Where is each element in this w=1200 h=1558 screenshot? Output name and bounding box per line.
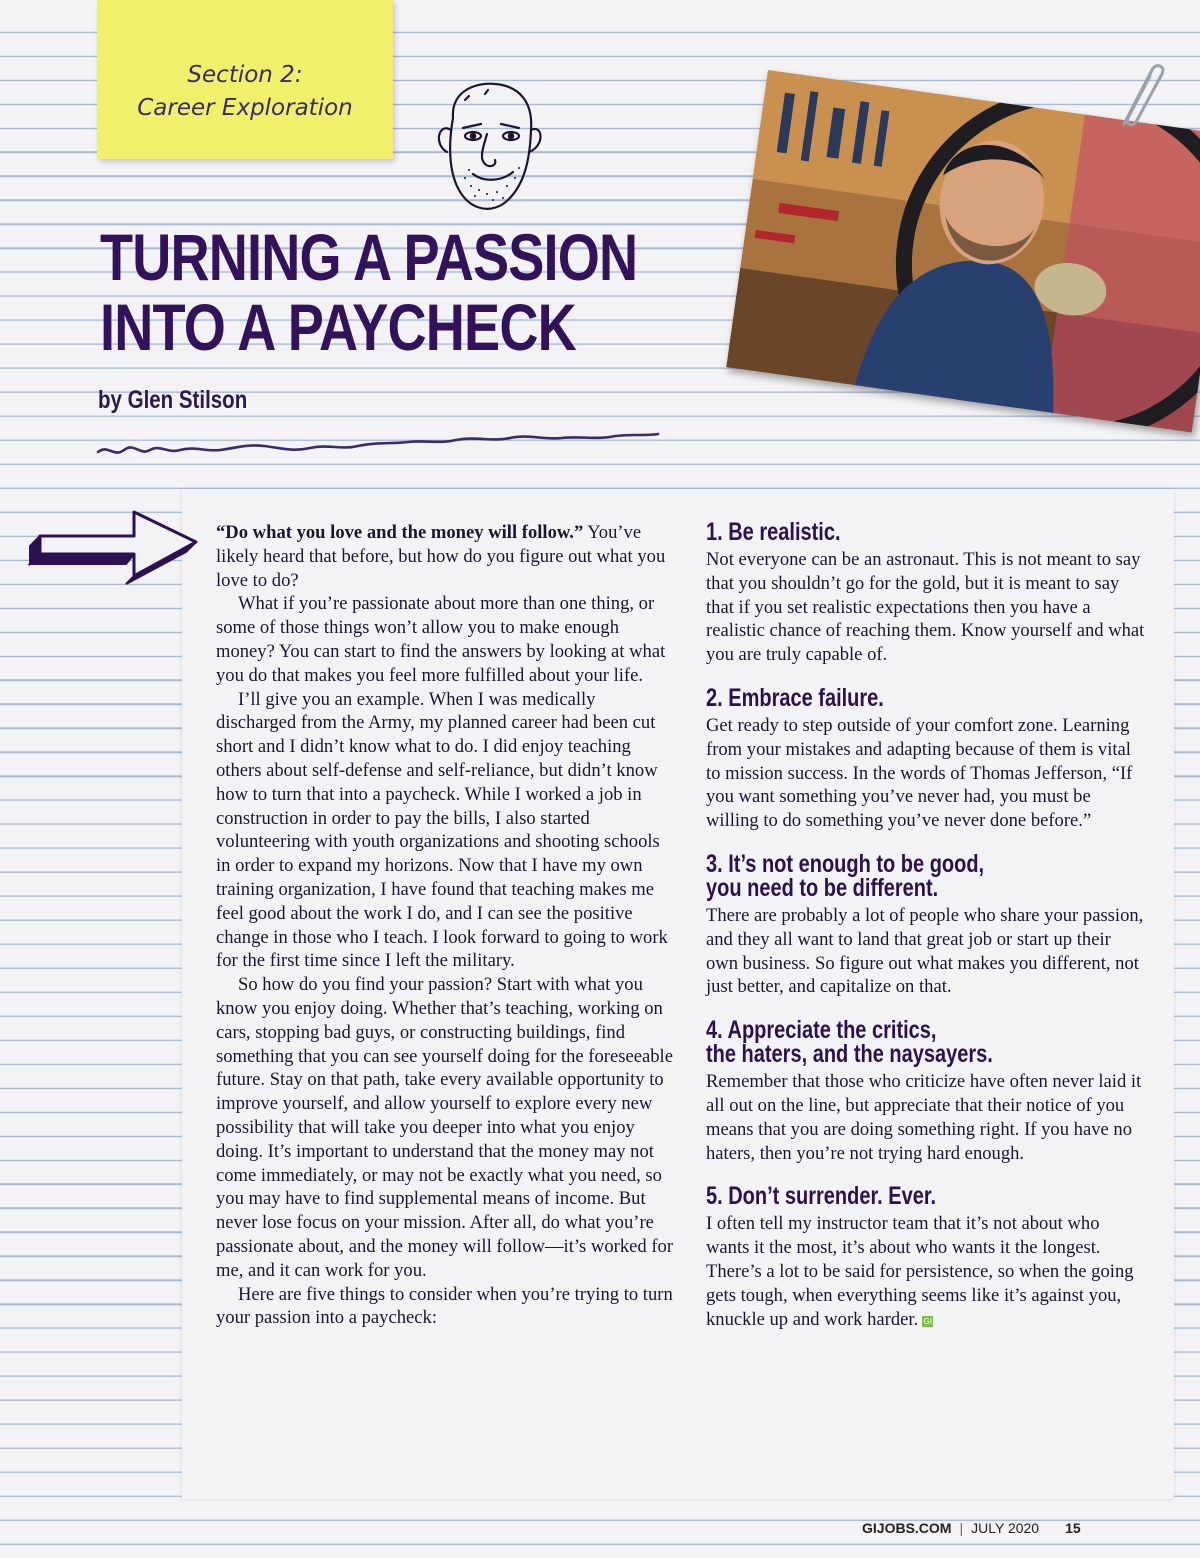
tip-heading: 4. Appreciate the critics,	[706, 1016, 937, 1045]
section-label: Section 2:	[187, 62, 303, 88]
body-paragraph: I’ll give you an example. When I was medically discharged from the Army, my planned career had been cut short and I didn’t know what to do. I did enjoy teaching others about self-defense and self-reliance, but didn’t know how to turn that into a paycheck. While I worked a job in construction in order to pay the bills, I also started volunteering with youth organizations and shooting schools in order to expand my horizons. Now that I have my own training organization, I have found that teaching makes me feel good about the work I do, and I can see the positive change in those who I teach. I look forward to going to work for the first time since I left the military.	[216, 688, 668, 972]
body-paragraph: What if you’re passionate about more than one thing, or some of those things won’t allow you to make enough money? You can start to find the answers by looking at what you do that makes you feel more fulfilled about your life.	[216, 593, 666, 686]
tip-text: I often tell my instructor team that it’s not about who wants it the most, it’s about who wants it the longest. There’s a lot to be said for persistence, so when the going gets tough, when everything seems like it’s against you, knuckle up and work harder.	[706, 1213, 1134, 1330]
footer-issue: JULY 2020	[971, 1520, 1040, 1536]
section-sticky-note	[97, 0, 393, 159]
page-footer	[862, 1520, 1081, 1536]
tip-heading-line-2: the haters, and the naysayers.	[706, 1040, 993, 1069]
byline: by Glen Stilson	[98, 386, 248, 414]
tips-column	[706, 520, 1146, 1350]
paperclip-icon	[1108, 62, 1168, 132]
body-left-column	[216, 521, 676, 1330]
tip-1	[706, 520, 1146, 667]
tip-text: Remember that those who criticize have often never laid it all out on the line, but appreciate that their notice of you means that you are doing something right. If you have no haters, then you’re not trying hard enough.	[706, 1071, 1142, 1164]
arrow-doodle-icon	[26, 506, 201, 586]
lead-text: You’ve likely heard that before, but how do you figure out what you love to do?	[216, 522, 666, 591]
body-paragraph: So how do you find your passion? Start with what you know you enjoy doing. Whether that’s teaching, working on cars, stopping bad guys, or constructing buildings, find something that you can see yourself doing for the foreseeable future. Stay on that path, take every available opportunity to improve yourself, and allow yourself to explore every new possibility that will take you deeper into what you enjoy doing. It’s important to understand that the money may not come immediately, or may not be exactly what you need, so you may have to find supplemental means of income. But never lose focus on your mission. After all, do what you’re passionate about, and the money will follow—it’s worked for me, and it can work for you.	[216, 974, 674, 1281]
tip-text-paragraph	[706, 1212, 1146, 1331]
body-paragraph: Here are five things to consider when you’re trying to turn your passion into a paycheck:	[216, 1283, 673, 1329]
title-line-2: INTO A PAYCHECK	[100, 290, 576, 364]
tip-heading: 2. Embrace failure.	[706, 683, 884, 712]
end-mark-icon: GI	[923, 1316, 932, 1326]
tip-heading: 1. Be realistic.	[706, 518, 841, 546]
squiggle-divider	[96, 430, 660, 460]
tip-heading: 5. Don’t surrender. Ever.	[706, 1182, 937, 1211]
tip-heading-line-2: you need to be different.	[706, 873, 939, 902]
tip-text: Not everyone can be an astronaut. This is not meant to say that you shouldn’t go for the gold, but it is meant to say that if you set realistic expectations then you have a realistic chance of reaching them. Know yourself and what you are truly capable of.	[706, 549, 1145, 666]
tip-heading: 3. It’s not enough to be good,	[706, 849, 985, 878]
tip-text: There are probably a lot of people who share your passion, and they all want to land that great job or start up their own business. So figure out what makes you different, not just better, and capitalize on that.	[706, 904, 1144, 998]
section-name: Career Exploration	[137, 95, 353, 121]
title-line-1: TURNING A PASSION	[100, 220, 638, 294]
tip-4	[706, 1018, 1146, 1165]
face-doodle-icon	[425, 78, 555, 218]
lead-paragraph	[216, 521, 676, 592]
tip-5	[706, 1184, 1146, 1331]
page-number: 15	[1065, 1520, 1081, 1536]
footer-site: GIJOBS.COM	[862, 1520, 952, 1536]
article-title	[100, 222, 637, 362]
tip-2	[706, 683, 1146, 833]
tip-text: Get ready to step outside of your comfort zone. Learning from your mistakes and adapting because of them is vital to mission success. In the words of Thomas Jefferson, “If you want something you’ve never had, you must be willing to do something you’ve never done before.”	[706, 714, 1133, 832]
footer-separator: |	[959, 1520, 964, 1536]
tip-3	[706, 849, 1146, 999]
lead-quote: “Do what you love and the money will follow.”	[216, 522, 584, 543]
